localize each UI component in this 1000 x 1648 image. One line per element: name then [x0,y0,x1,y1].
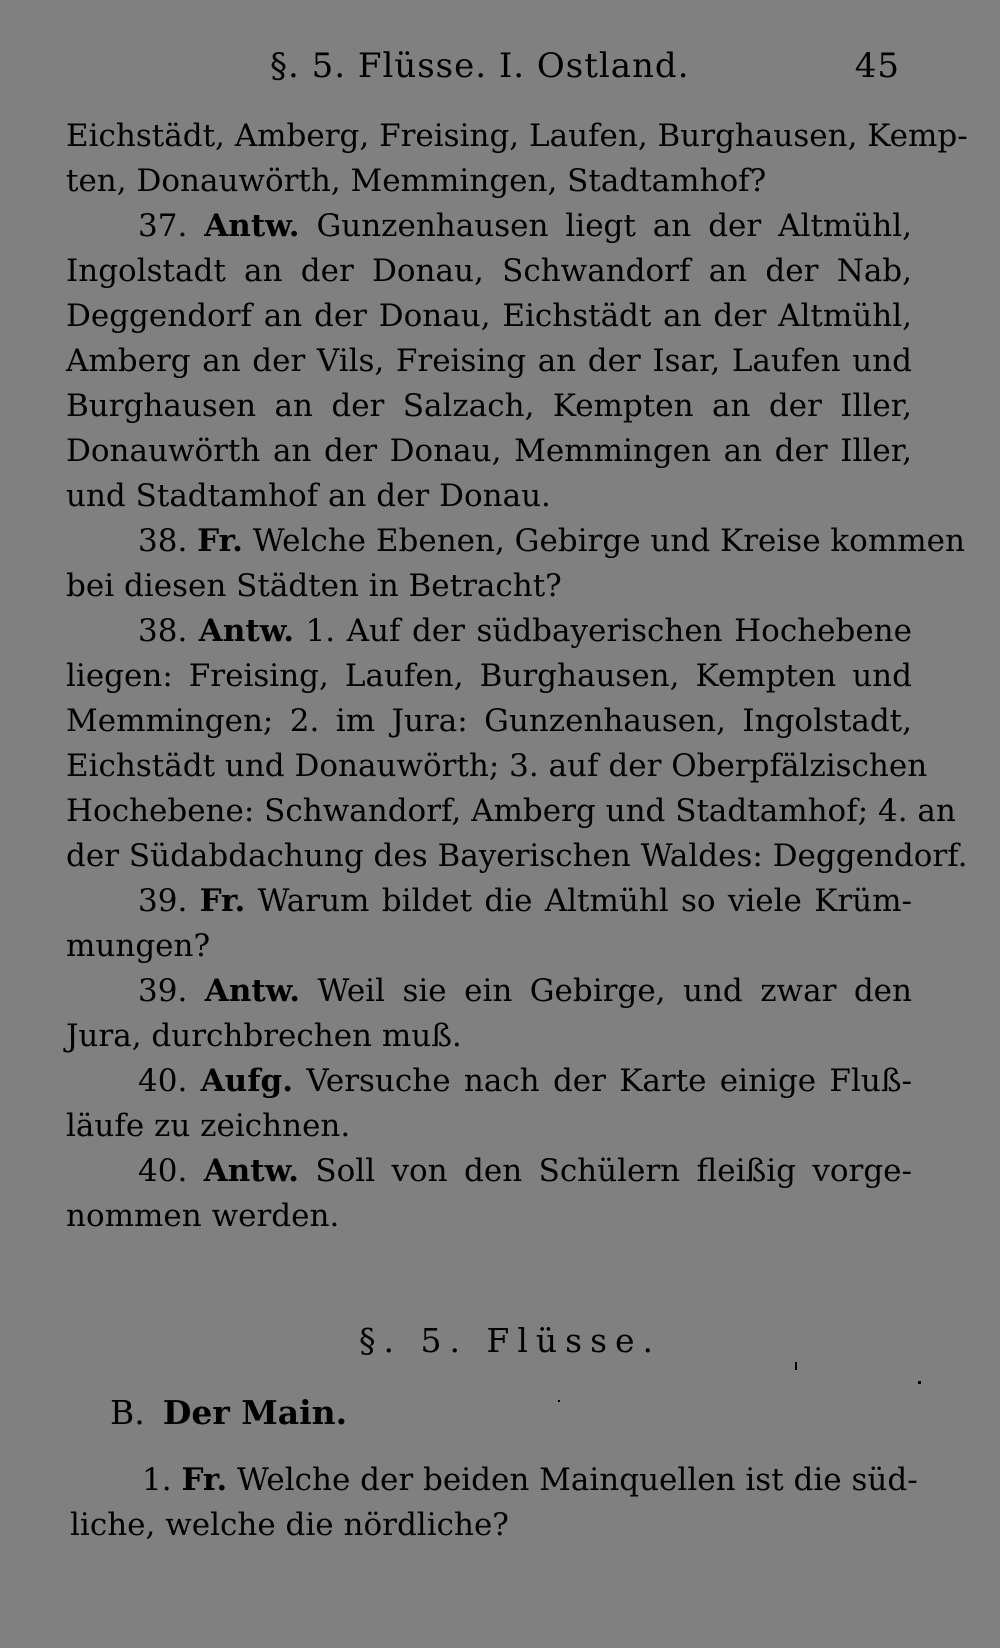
page-number: 45 [854,46,900,86]
text-line: läufe zu zeichnen. [66,1108,351,1144]
header-title: §. 5. Flüsse. I. Ostland. [270,46,690,86]
section-heading: §. 5. Flüsse. [358,1321,662,1360]
print-speck [558,1400,560,1402]
text-line: der Südabdachung des Bayerischen Waldes: Deggendorf. [66,838,968,874]
text-line: Ingolstadt an der Donau, Schwandorf an der Nab, [66,253,912,289]
running-header [270,46,910,86]
answer-line: 38. Antw. 1. Auf der südbayerischen Hochebene [138,613,912,649]
text-line: Jura, durchbrechen muß. [66,1018,462,1054]
text-line: Hochebene: Schwandorf, Amberg und Stadtamhof; 4. an [66,793,956,829]
subsection-letter: B. [110,1393,145,1432]
text-line: Eichstädt und Donauwörth; 3. auf der Oberpfälzischen [66,748,928,784]
text-line: mungen? [66,928,211,964]
text-line: Burghausen an der Salzach, Kempten an der Iller, [66,388,912,424]
task-line: 40. Aufg. Versuche nach der Karte einige Fluß- [138,1063,913,1099]
text-line: Memmingen; 2. im Jura: Gunzenhausen, Ingolstadt, [66,703,912,739]
text-line: Amberg an der Vils, Freising an der Isar, Laufen und [66,343,912,379]
print-speck [918,1381,921,1384]
text-line: liegen: Freising, Laufen, Burghausen, Kempten und [66,658,912,694]
subsection-heading [110,1390,347,1435]
text-line: Donauwörth an der Donau, Memmingen an der Iller, [66,433,912,469]
answer-line: 37. Antw. Gunzenhausen liegt an der Altmühl, [138,208,913,244]
question-line: 1. Fr. Welche der beiden Mainquellen ist die süd- [142,1462,918,1498]
text-line: nommen werden. [66,1198,340,1234]
text-line: Deggendorf an der Donau, Eichstädt an der Altmühl, [66,298,912,334]
section-text [70,1458,918,1548]
text-line: bei diesen Städten in Betracht? [66,568,562,604]
answer-line: 40. Antw. Soll von den Schülern fleißig vorge- [138,1153,912,1189]
text-line: und Stadtamhof an der Donau. [66,478,551,514]
question-line: 38. Fr. Welche Ebenen, Gebirge und Kreise kommen [138,523,965,559]
text-line: liche, welche die nördliche? [70,1507,509,1543]
question-line: 39. Fr. Warum bildet die Altmühl so viele Krüm- [138,883,913,919]
text-line: ten, Donauwörth, Memmingen, Stadtamhof? [66,163,767,199]
text-line: Eichstädt, Amberg, Freising, Laufen, Burghausen, Kemp- [66,118,968,154]
print-speck [795,1362,797,1370]
answer-line: 39. Antw. Weil sie ein Gebirge, und zwar den [138,973,912,1009]
subsection-name: Der Main. [162,1393,348,1432]
main-text [66,114,968,1239]
